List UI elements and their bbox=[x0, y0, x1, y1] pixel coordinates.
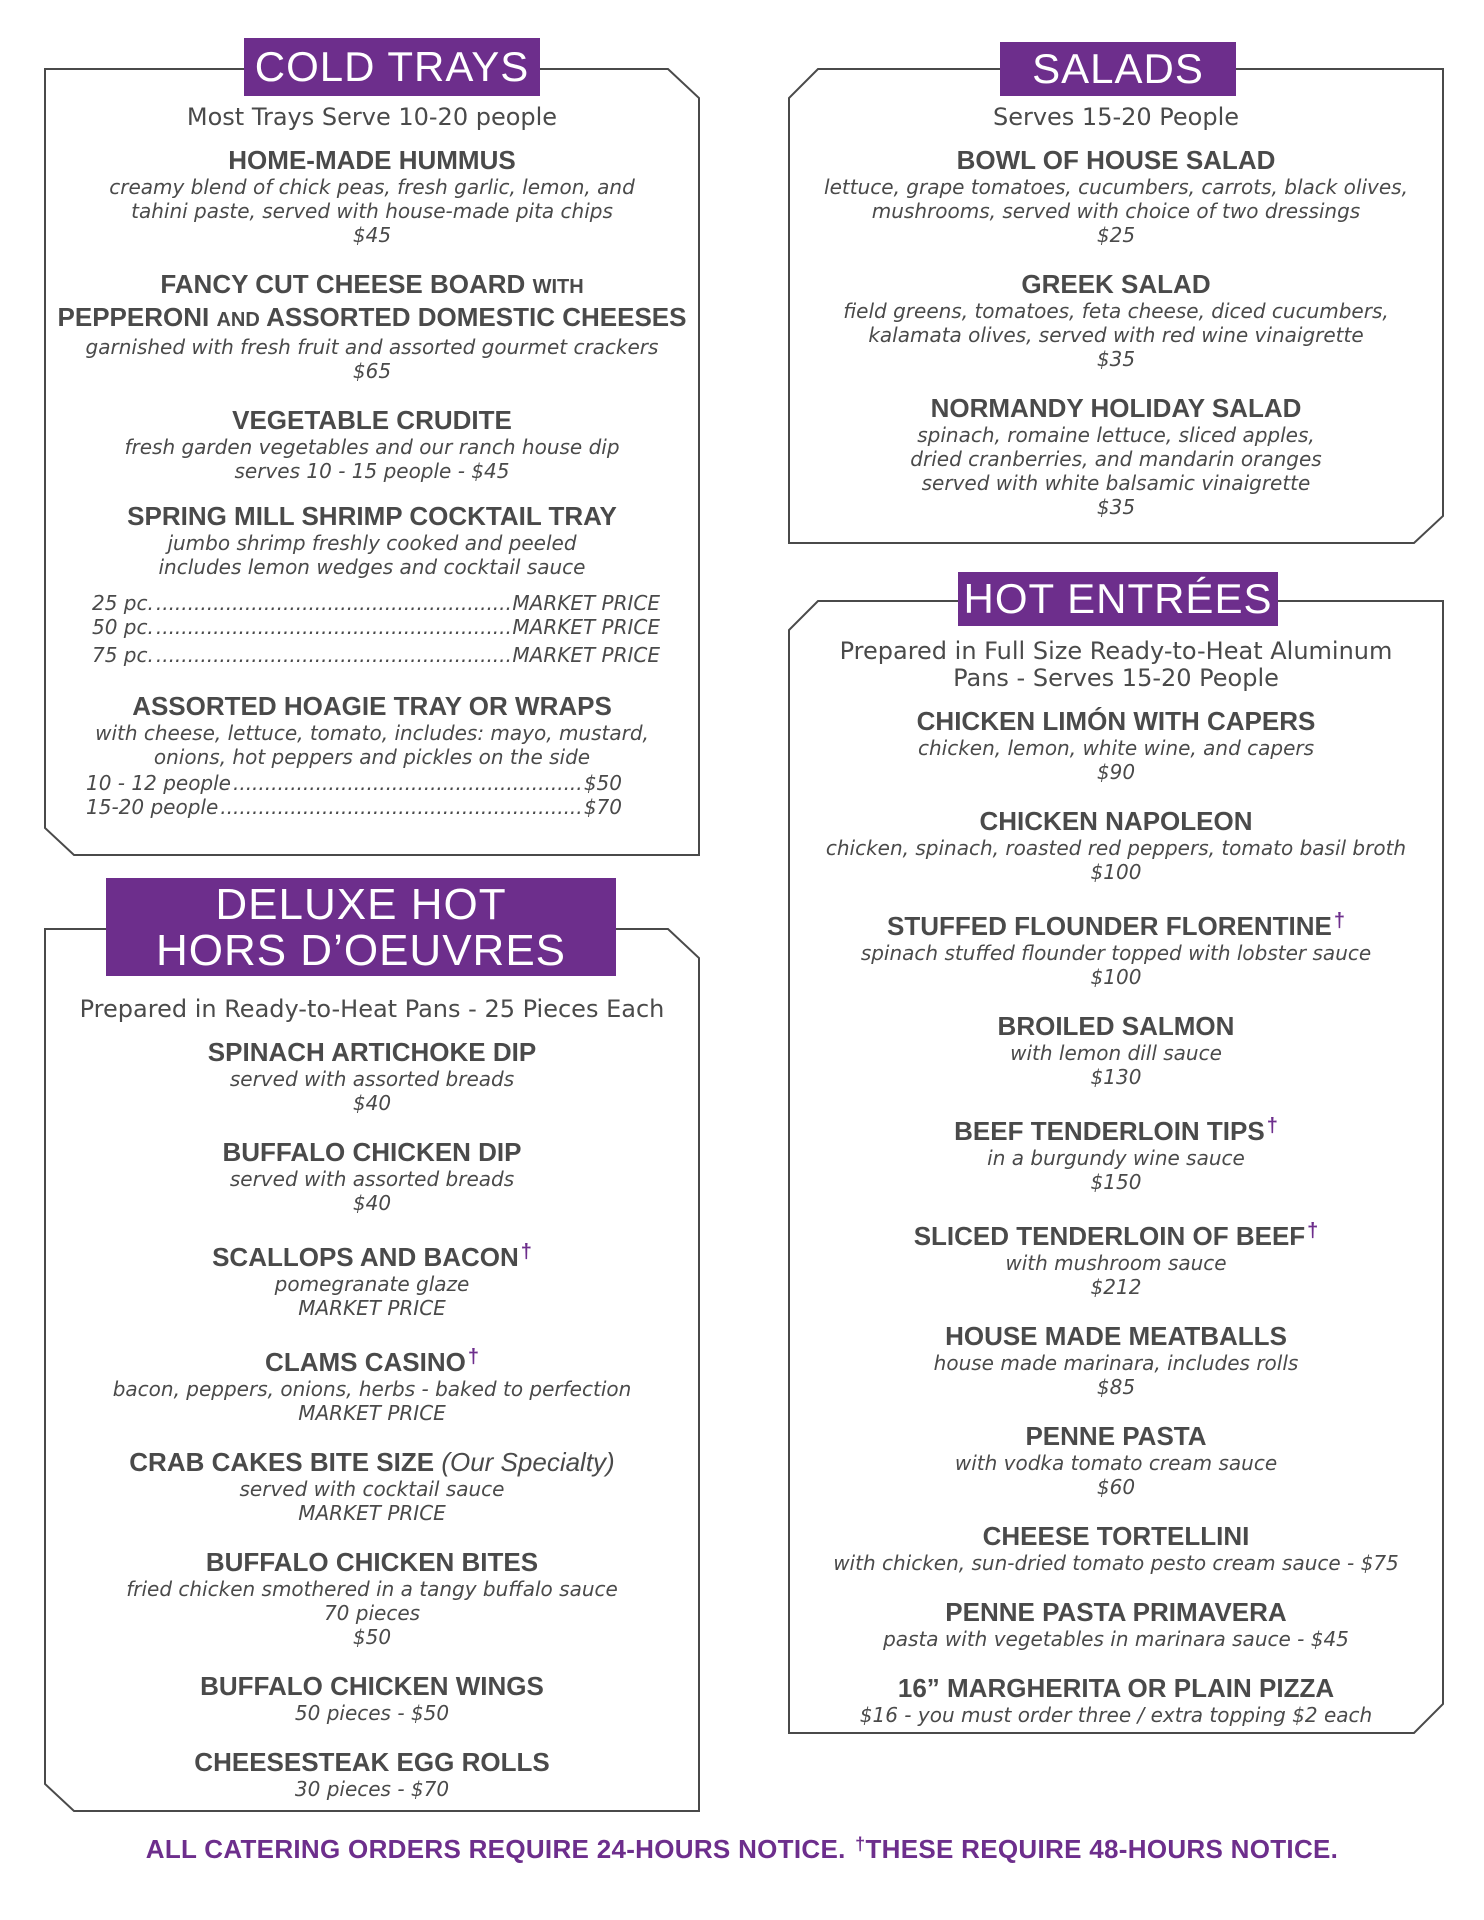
item-desc: kalamata olives, served with red wine vinaigrette bbox=[868, 323, 1364, 347]
salads-panel bbox=[788, 45, 1444, 544]
item-name bbox=[788, 1421, 1444, 1451]
item-price: $35 bbox=[1096, 495, 1136, 519]
hot-entrees-subtitle bbox=[788, 638, 1444, 692]
item-name bbox=[788, 806, 1444, 836]
deluxe-title-line: DELUXE HOT bbox=[215, 880, 507, 929]
menu-item bbox=[788, 1216, 1444, 1299]
item-name-note: (Our Specialty) bbox=[441, 1447, 615, 1477]
item-name: VEGETABLE CRUDITE bbox=[232, 405, 512, 435]
hot-entrees-panel bbox=[788, 575, 1444, 1734]
price-row bbox=[92, 591, 660, 615]
menu-item-hummus bbox=[44, 145, 700, 247]
item-desc: MARKET PRICE bbox=[298, 1401, 446, 1425]
price-value: $50 bbox=[583, 771, 622, 795]
price-value: MARKET PRICE bbox=[512, 615, 660, 639]
menu-item-hoagie bbox=[44, 691, 700, 819]
item-desc: served with cocktail sauce bbox=[239, 1477, 505, 1501]
item-name bbox=[788, 1011, 1444, 1041]
item-desc: jumbo shrimp freshly cooked and peeled bbox=[167, 531, 577, 555]
price-label: 25 pc. bbox=[92, 591, 154, 615]
menu-item bbox=[788, 906, 1444, 989]
item-name-text: HOUSE MADE MEATBALLS bbox=[945, 1321, 1287, 1351]
item-name bbox=[788, 1216, 1444, 1251]
item-name bbox=[788, 906, 1444, 941]
item-price: $35 bbox=[1096, 347, 1136, 371]
hot-entrees-subtitle-line: Prepared in Full Size Ready-to-Heat Aluminum bbox=[839, 637, 1393, 665]
menu-item bbox=[44, 1671, 700, 1725]
item-desc: MARKET PRICE bbox=[298, 1296, 446, 1320]
dagger-mark: † bbox=[467, 1346, 479, 1368]
price-value: MARKET PRICE bbox=[512, 643, 660, 667]
menu-item bbox=[788, 806, 1444, 884]
deluxe-title-line: HORS D’OEUVRES bbox=[155, 926, 567, 975]
item-name bbox=[788, 706, 1444, 736]
menu-item bbox=[788, 1111, 1444, 1194]
item-name bbox=[788, 1321, 1444, 1351]
price-label: 15-20 people bbox=[86, 795, 219, 819]
item-desc: garnished with fresh fruit and assorted gourmet crackers bbox=[85, 335, 659, 359]
salads-subtitle: Serves 15-20 People bbox=[992, 103, 1240, 131]
item-name: SPRING MILL SHRIMP COCKTAIL TRAY bbox=[127, 501, 617, 531]
menu-item bbox=[44, 1137, 700, 1215]
item-desc: with lemon dill sauce bbox=[1010, 1041, 1222, 1065]
item-name: BOWL OF HOUSE SALAD bbox=[956, 145, 1276, 175]
item-name-text: BROILED SALMON bbox=[997, 1011, 1235, 1041]
item-name-text: PENNE PASTA bbox=[1025, 1421, 1207, 1451]
item-name bbox=[44, 1547, 700, 1577]
item-desc: 50 pieces - $50 bbox=[294, 1701, 450, 1725]
menu-item-house-salad bbox=[788, 145, 1444, 247]
item-name-text: CHEESE TORTELLINI bbox=[982, 1521, 1250, 1551]
hot-entrees-subtitle-line: Pans - Serves 15-20 People bbox=[953, 664, 1279, 692]
cold-trays-subtitle: Most Trays Serve 10-20 people bbox=[186, 103, 558, 131]
menu-item bbox=[788, 1011, 1444, 1089]
item-name-text: CHEESESTEAK EGG ROLLS bbox=[194, 1747, 550, 1777]
menu-item-greek-salad bbox=[788, 269, 1444, 371]
item-desc: pasta with vegetables in marinara sauce - $45 bbox=[883, 1627, 1349, 1651]
item-name-text: BUFFALO CHICKEN DIP bbox=[222, 1137, 522, 1167]
menu-item bbox=[44, 1037, 700, 1115]
item-desc: with chicken, sun-dried tomato pesto cream sauce - $75 bbox=[833, 1551, 1399, 1575]
item-desc: onions, hot peppers and pickles on the side bbox=[153, 745, 591, 769]
item-name-text: PENNE PASTA PRIMAVERA bbox=[945, 1597, 1287, 1627]
price-label: 10 - 12 people bbox=[86, 771, 231, 795]
menu-item bbox=[44, 1342, 700, 1425]
footer-notice bbox=[0, 1834, 1484, 1865]
menu-item bbox=[44, 1447, 700, 1525]
menu-item bbox=[44, 1547, 700, 1649]
item-desc: MARKET PRICE bbox=[298, 1501, 446, 1525]
item-desc: served with assorted breads bbox=[229, 1167, 515, 1191]
menu-item-normandy-salad bbox=[788, 393, 1444, 519]
cold-trays-panel bbox=[44, 43, 700, 856]
item-desc: 70 pieces bbox=[323, 1601, 421, 1625]
price-row bbox=[92, 615, 660, 639]
item-desc: 30 pieces - $70 bbox=[294, 1777, 450, 1801]
menu-item bbox=[788, 1597, 1444, 1651]
menu-item-shrimp bbox=[44, 501, 700, 667]
item-desc: in a burgundy wine sauce bbox=[987, 1146, 1245, 1170]
salads-title: SALADS bbox=[1000, 42, 1236, 96]
dagger-mark: † bbox=[1266, 1115, 1278, 1137]
price-value: MARKET PRICE bbox=[512, 591, 660, 615]
cold-trays-title: COLD TRAYS bbox=[244, 38, 540, 96]
deluxe-subtitle: Prepared in Ready-to-Heat Pans - 25 Pieces Each bbox=[79, 995, 665, 1023]
item-name-part: WITH bbox=[532, 276, 584, 298]
item-desc: served with assorted breads bbox=[229, 1067, 515, 1091]
item-desc: $130 bbox=[1090, 1065, 1142, 1089]
item-desc: $16 - you must order three / extra topping $2 each bbox=[859, 1703, 1373, 1727]
menu-item bbox=[788, 1521, 1444, 1575]
item-name-text: SCALLOPS AND BACON bbox=[212, 1242, 519, 1272]
item-name-text: CHICKEN LIMÓN WITH CAPERS bbox=[916, 706, 1316, 736]
menu-item bbox=[44, 1747, 700, 1801]
dagger-mark: † bbox=[1333, 910, 1345, 932]
dagger-mark: † bbox=[520, 1241, 532, 1263]
item-desc: fried chicken smothered in a tangy buffalo sauce bbox=[126, 1577, 618, 1601]
item-name-text: BUFFALO CHICKEN WINGS bbox=[200, 1671, 544, 1701]
item-desc: includes lemon wedges and cocktail sauce bbox=[158, 555, 586, 579]
dagger-mark: † bbox=[1307, 1220, 1319, 1242]
item-name bbox=[44, 1447, 700, 1477]
price-label: 50 pc. bbox=[92, 615, 154, 639]
item-name: GREEK SALAD bbox=[1021, 269, 1211, 299]
item-desc: served with white balsamic vinaigrette bbox=[921, 471, 1311, 495]
item-name bbox=[44, 1747, 700, 1777]
item-name bbox=[788, 1111, 1444, 1146]
item-desc: creamy blend of chick peas, fresh garlic, lemon, and bbox=[109, 175, 635, 199]
item-name-text: SLICED TENDERLOIN OF BEEF bbox=[913, 1221, 1306, 1251]
item-name-text: CHICKEN NAPOLEON bbox=[979, 806, 1253, 836]
item-desc: chicken, spinach, roasted red peppers, tomato basil broth bbox=[825, 836, 1407, 860]
item-desc: serves 10 - 15 people - $45 bbox=[234, 459, 510, 483]
item-desc: mushrooms, served with choice of two dressings bbox=[871, 199, 1361, 223]
item-name bbox=[44, 1237, 700, 1272]
menu-item bbox=[788, 1421, 1444, 1499]
deluxe-title bbox=[106, 878, 616, 976]
item-name-text: 16” MARGHERITA OR PLAIN PIZZA bbox=[897, 1673, 1335, 1703]
price-value: $70 bbox=[583, 795, 622, 819]
item-name-text: STUFFED FLOUNDER FLORENTINE bbox=[887, 911, 1332, 941]
item-desc: $50 bbox=[352, 1625, 392, 1649]
item-name-text: CLAMS CASINO bbox=[265, 1347, 466, 1377]
item-name bbox=[44, 269, 700, 335]
item-name bbox=[788, 1673, 1444, 1703]
deluxe-panel bbox=[44, 880, 700, 1812]
item-desc: lettuce, grape tomatoes, cucumbers, carrots, black olives, bbox=[824, 175, 1408, 199]
item-desc: spinach stuffed flounder topped with lobster sauce bbox=[860, 941, 1372, 965]
item-desc: $150 bbox=[1090, 1170, 1142, 1194]
hot-entrees-title: HOT ENTRÉES bbox=[958, 572, 1278, 626]
item-desc: $40 bbox=[352, 1191, 392, 1215]
item-desc: chicken, lemon, white wine, and capers bbox=[917, 736, 1315, 760]
item-name-text: CRAB CAKES BITE SIZE bbox=[129, 1447, 435, 1477]
item-desc: $60 bbox=[1096, 1475, 1136, 1499]
item-desc: $40 bbox=[352, 1091, 392, 1115]
item-name-part: AND bbox=[216, 309, 260, 331]
item-desc: with mushroom sauce bbox=[1005, 1251, 1227, 1275]
price-row bbox=[86, 795, 622, 819]
item-desc: fresh garden vegetables and our ranch house dip bbox=[124, 435, 620, 459]
item-name bbox=[44, 1671, 700, 1701]
item-name-part: FANCY CUT CHEESE BOARD bbox=[160, 269, 533, 299]
menu-item bbox=[788, 706, 1444, 784]
item-name-text: BEEF TENDERLOIN TIPS bbox=[954, 1116, 1265, 1146]
item-name bbox=[788, 1521, 1444, 1551]
price-row bbox=[92, 643, 660, 667]
item-name-text: SPINACH ARTICHOKE DIP bbox=[207, 1037, 537, 1067]
menu-item bbox=[44, 1237, 700, 1320]
price-label: 75 pc. bbox=[92, 643, 154, 667]
item-desc: tahini paste, served with house-made pita chips bbox=[131, 199, 613, 223]
item-price: $25 bbox=[1096, 223, 1136, 247]
item-name-part: PEPPERONI bbox=[57, 302, 217, 332]
item-desc: with cheese, lettuce, tomato, includes: mayo, mustard, bbox=[95, 721, 649, 745]
item-desc: pomegranate glaze bbox=[274, 1272, 470, 1296]
item-desc: dried cranberries, and mandarin oranges bbox=[910, 447, 1322, 471]
item-name bbox=[44, 1342, 700, 1377]
item-desc: $90 bbox=[1096, 760, 1136, 784]
item-price: $65 bbox=[352, 359, 392, 383]
item-name: NORMANDY HOLIDAY SALAD bbox=[930, 393, 1302, 423]
item-desc: house made marinara, includes rolls bbox=[933, 1351, 1299, 1375]
menu-item-crudite bbox=[44, 405, 700, 483]
menu-item-cheese-board bbox=[44, 269, 700, 383]
item-name bbox=[44, 1137, 700, 1167]
item-name-part: ASSORTED DOMESTIC CHEESES bbox=[259, 302, 687, 332]
item-desc: $212 bbox=[1090, 1275, 1142, 1299]
item-desc: $100 bbox=[1090, 860, 1142, 884]
item-desc: $85 bbox=[1096, 1375, 1136, 1399]
footer-notice-part: ALL CATERING ORDERS REQUIRE 24-HOURS NOTICE. bbox=[145, 1834, 854, 1864]
footer-notice-part: THESE REQUIRE 48-HOURS NOTICE. bbox=[865, 1834, 1339, 1864]
item-name: ASSORTED HOAGIE TRAY OR WRAPS bbox=[132, 691, 612, 721]
item-desc: field greens, tomatoes, feta cheese, diced cucumbers, bbox=[843, 299, 1389, 323]
item-desc: bacon, peppers, onions, herbs - baked to perfection bbox=[112, 1377, 632, 1401]
dagger-mark: † bbox=[855, 1834, 866, 1854]
item-name bbox=[44, 1037, 700, 1067]
price-row bbox=[86, 771, 622, 795]
menu-item bbox=[788, 1321, 1444, 1399]
item-name-text: BUFFALO CHICKEN BITES bbox=[205, 1547, 539, 1577]
item-price: $45 bbox=[352, 223, 392, 247]
item-desc: spinach, romaine lettuce, sliced apples, bbox=[917, 423, 1315, 447]
item-desc: $100 bbox=[1090, 965, 1142, 989]
item-desc: with vodka tomato cream sauce bbox=[954, 1451, 1278, 1475]
menu-item bbox=[788, 1673, 1444, 1727]
item-name bbox=[788, 1597, 1444, 1627]
item-name: HOME-MADE HUMMUS bbox=[228, 145, 516, 175]
